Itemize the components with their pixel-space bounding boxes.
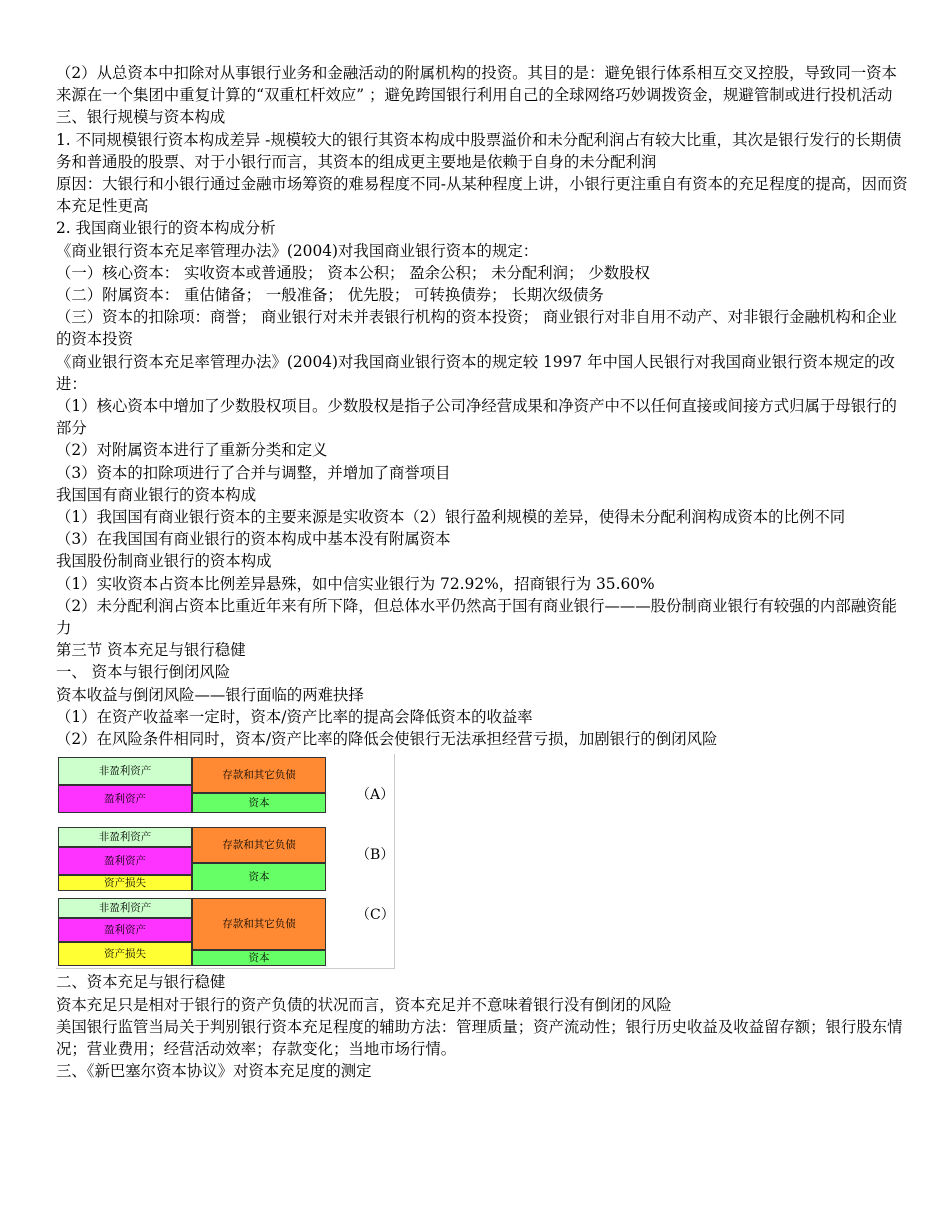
list-item: （二）附属资本： 重估储备； 一般准备； 优先股； 可转换债券； 长期次级债务: [56, 286, 604, 305]
list-item: （1）核心资本中增加了少数股权项目。少数股权是指子公司净经营成果和净资产中不以任何直接或间接方式归属于母银行的部分: [56, 397, 897, 438]
list-item: （一）核心资本： 实收资本或普通股； 资本公积； 盈余公积； 未分配利润； 少数股权: [56, 263, 650, 282]
list-item: （2）对附属资本进行了重新分类和定义: [56, 441, 328, 460]
body-text-top: [56, 62, 912, 750]
paragraph: 《商业银行资本充足率管理办法》(2004)对我国商业银行资本的规定：: [56, 241, 539, 260]
paragraph: 美国银行监管当局关于判别银行资本充足程度的辅助方法：管理质量；资产流动性；银行历史收益及收益留存额；银行股东情况；营业费用；经营活动效率；存款变化；当地市场行情。: [56, 1017, 903, 1058]
list-item: （1）实收资本占资本比例差异悬殊，如中信实业银行为 72.92%，招商银行为 35.60%: [56, 574, 655, 593]
earning-assets-block: 盈利资产: [58, 918, 192, 942]
case-label-a: （A）: [356, 787, 395, 804]
body-text-bottom: [56, 971, 912, 1082]
deposits-block: 存款和其它负债: [192, 757, 326, 793]
list-item: （3）在我国国有商业银行的资本构成中基本没有附属资本: [56, 530, 451, 549]
non-earning-assets-block: 非盈利资产: [58, 898, 192, 918]
list-item: （2）在风险条件相同时，资本/资产比率的降低会使银行无法承担经营亏损，加剧银行的倒闭风险: [56, 730, 718, 749]
non-earning-assets-block: 非盈利资产: [58, 757, 192, 785]
balance-sheet-diagram: [56, 754, 395, 969]
capital-block: 资本: [192, 793, 326, 813]
asset-loss-block: 资产损失: [58, 942, 192, 966]
paragraph: 原因：大银行和小银行通过金融市场筹资的难易程度不同-从某种程度上讲，小银行更注重自有资本的充足程度的提高，因而资本充足性更高: [56, 175, 908, 216]
earning-assets-block: 盈利资产: [58, 785, 192, 813]
case-label-c: （C）: [356, 907, 395, 924]
section-heading: 二、资本充足与银行稳健: [56, 973, 226, 992]
deposits-block: 存款和其它负债: [192, 898, 326, 950]
section-heading: 三、《新巴塞尔资本协议》对资本充足度的测定: [56, 1062, 372, 1081]
case-label-b: （B）: [356, 847, 395, 864]
paragraph: 《商业银行资本充足率管理办法》(2004)对我国商业银行资本的规定较 1997 年中国人民银行对我国商业银行资本规定的改进：: [56, 352, 895, 393]
paragraph: 资本收益与倒闭风险——银行面临的两难抉择: [56, 685, 364, 704]
deposits-block: 存款和其它负债: [192, 827, 326, 863]
section-heading: 一、 资本与银行倒闭风险: [56, 663, 231, 682]
capital-block: 资本: [192, 863, 326, 891]
section-heading: 三、银行规模与资本构成: [56, 108, 226, 127]
list-item: （3）资本的扣除项进行了合并与调整，并增加了商誉项目: [56, 463, 451, 482]
paragraph: 资本充足只是相对于银行的资产负债的状况而言，资本充足并不意味着银行没有倒闭的风险: [56, 995, 672, 1014]
subsection-heading: 我国股份制商业银行的资本构成: [56, 552, 272, 571]
paragraph: 1. 不同规模银行资本构成差异 -规模较大的银行其资本构成中股票溢价和未分配利润占有较大比重，其次是银行发行的长期债务和普通股的股票、对于小银行而言，其资本的组成更主要地是依赖于自身的未分配利润: [56, 130, 902, 171]
list-item: （三）资本的扣除项：商誉； 商业银行对未并表银行机构的资本投资； 商业银行对非自用不动产、对非银行金融机构和企业的资本投资: [56, 308, 897, 349]
asset-loss-block: 资产损失: [58, 875, 192, 891]
non-earning-assets-block: 非盈利资产: [58, 827, 192, 847]
paragraph: （2）从总资本中扣除对从事银行业务和金融活动的附属机构的投资。其目的是：避免银行体系相互交叉控股，导致同一资本来源在一个集团中重复计算的“双重杠杆效应” ；避免跨国银行利用自己的全球网络巧妙调拨资金，规避管制或进行投机活动: [56, 64, 897, 105]
document-page: [56, 62, 912, 1082]
capital-block: 资本: [192, 950, 326, 966]
list-item: （1）在资产收益率一定时，资本/资产比率的提高会降低资本的收益率: [56, 707, 533, 726]
subsection-heading: 2. 我国商业银行的资本构成分析: [56, 219, 276, 238]
subsection-heading: 我国国有商业银行的资本构成: [56, 485, 257, 504]
earning-assets-block: 盈利资产: [58, 847, 192, 875]
list-item: （1）我国国有商业银行资本的主要来源是实收资本（2）银行盈利规模的差异，使得未分配利润构成资本的比例不同: [56, 508, 846, 527]
list-item: （2）未分配利润占资本比重近年来有所下降，但总体水平仍然高于国有商业银行———股份制商业银行有较强的内部融资能力: [56, 596, 897, 638]
chapter-heading: 第三节 资本充足与银行稳健: [56, 641, 246, 660]
